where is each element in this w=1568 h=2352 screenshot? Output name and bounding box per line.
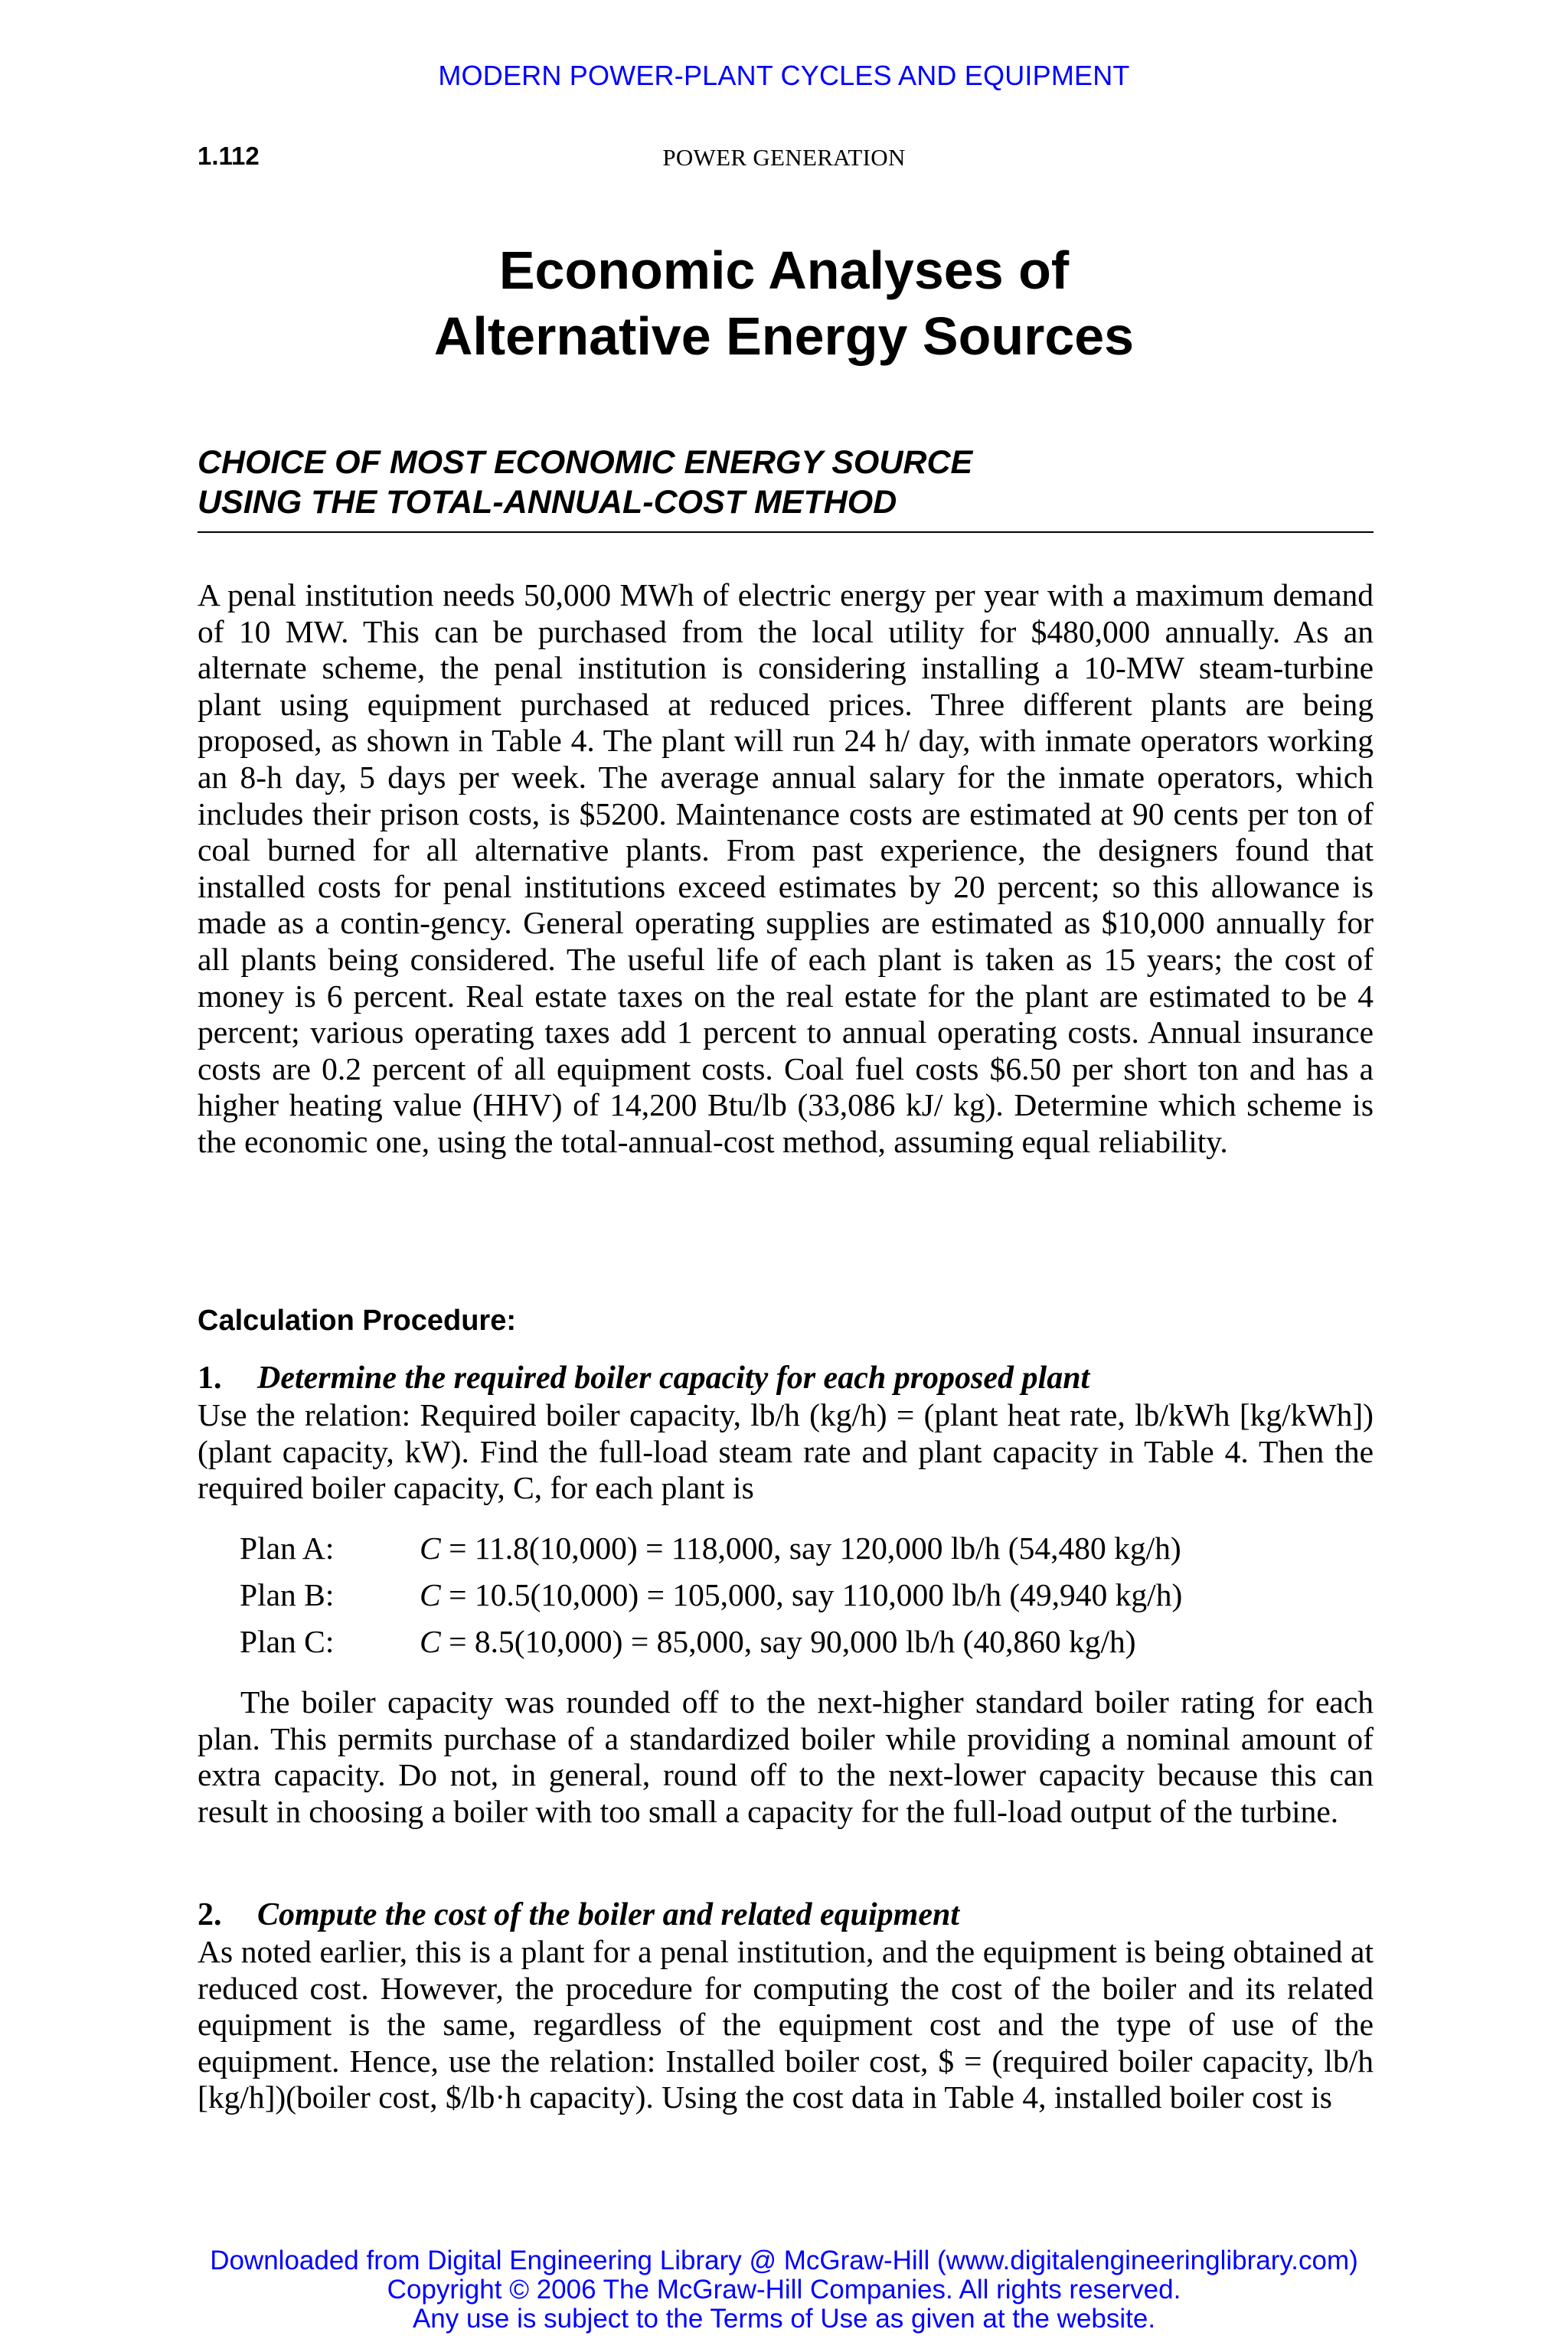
plan-c-label: Plan C:	[240, 1624, 335, 1659]
plan-c-expression: = 8.5(10,000) = 85,000, say 90,000 lb/h (40,860 kg/h)	[440, 1624, 1136, 1659]
running-head-book-title: MODERN POWER-PLANT CYCLES AND EQUIPMENT	[438, 60, 1130, 91]
chapter-title-line-2: Alternative Energy Sources	[433, 306, 1135, 366]
step-2-heading	[198, 1897, 1374, 1934]
problem-title	[198, 443, 1374, 522]
boiler-capacity-equations	[240, 1525, 1373, 1665]
plan-a-expression: = 11.8(10,000) = 118,000, say 120,000 lb/h (54,480 kg/h)	[440, 1530, 1181, 1566]
footer-copyright: Copyright © 2006 The McGraw-Hill Companies. All rights reserved.	[387, 2275, 1181, 2305]
step-1-followup-paragraph: The boiler capacity was rounded off to the next-higher standard boiler rating for each plan. This permits purchase of a standardized boiler while providing a nominal amount of extra capacity. Do not, in general, round off to the next-lower capacity because this can result in choosing a boiler with too small a capacity for the full-load output of the turbine.	[198, 1684, 1374, 1829]
footer-download-source-link[interactable]: Downloaded from Digital Engineering Library @ McGraw-Hill (www.digitalengineeringlibrary.com)	[210, 2246, 1358, 2275]
plan-b-expression: = 10.5(10,000) = 105,000, say 110,000 lb/h (49,940 kg/h)	[440, 1577, 1183, 1612]
plan-b-label: Plan B:	[240, 1577, 335, 1612]
step-1-body: Use the relation: Required boiler capacity, lb/h (kg/h) = (plant heat rate, lb/kWh [kg/kWh])(plant capacity, kW). Find the full-load steam rate and plant capacity in Table 4. Then the required boiler capacity, C, for each plant is	[198, 1397, 1374, 1506]
step-2-title: Compute the cost of the boiler and related equipment	[257, 1897, 959, 1932]
plan-b-equation	[240, 1572, 1373, 1619]
title-divider-rule	[198, 531, 1374, 533]
step-2-body: As noted earlier, this is a plant for a penal institution, and the equipment is being obtained at reduced cost. However, the procedure for computing the cost of the boiler and its related equipment is the same, regardless of the equipment cost and the type of use of the equipment. Hence, use the relation: Installed boiler cost, $ = (required boiler capacity, lb/h [kg/h])(boiler cost, $/lb·h capacity). Using the cost data in Table 4, installed boiler cost is	[198, 1934, 1374, 2115]
copyright-footer	[0, 2246, 1568, 2334]
plan-b-variable: C	[420, 1577, 441, 1612]
chapter-title-line-1: Economic Analyses of	[498, 240, 1070, 300]
plan-a-equation	[240, 1525, 1373, 1572]
step-1-heading	[198, 1361, 1374, 1397]
calculation-procedure-heading: Calculation Procedure:	[198, 1305, 516, 1337]
step-1-number: 1.	[198, 1361, 222, 1396]
problem-title-line-2: USING THE TOTAL-ANNUAL-COST METHOD	[198, 484, 897, 521]
footer-terms-of-use: Any use is subject to the Terms of Use as given at the website.	[412, 2304, 1156, 2334]
chapter-title	[0, 237, 1568, 369]
plan-a-variable: C	[420, 1530, 441, 1566]
step-1-title: Determine the required boiler capacity for each proposed plant	[257, 1361, 1090, 1396]
plan-c-variable: C	[420, 1624, 441, 1659]
problem-statement-paragraph: A penal institution needs 50,000 MWh of electric energy per year with a maximum demand of 10 MW. This can be purchased from the local utility for $480,000 annually. As an alternate scheme, the penal institution is considering installing a 10-MW steam-turbine plant using equipment purchased at reduced prices. Three different plants are being proposed, as shown in Table 4. The plant will run 24 h/ day, with inmate operators working an 8-h day, 5 days per week. The average annual salary for the inmate operators, which includes their prison costs, is $5200. Maintenance costs are estimated at 90 cents per ton of coal burned for all alternative plants. From past experience, the designers found that installed costs for penal institutions exceed estimates by 20 percent; so this allowance is made as a contin-gency. General operating supplies are estimated as $10,000 annually for all plants being considered. The useful life of each plant is taken as 15 years; the cost of money is 6 percent. Real estate taxes on the real estate for the plant are estimated to be 4 percent; various operating taxes add 1 percent to annual operating costs. Annual insurance costs are 0.2 percent of all equipment costs. Coal fuel costs $6.50 per short ton and has a higher heating value (HHV) of 14,200 Btu/lb (33,086 kJ/ kg). Determine which scheme is the economic one, using the total-annual-cost method, assuming equal reliability.	[198, 577, 1374, 1159]
step-2-number: 2.	[198, 1897, 222, 1932]
plan-c-equation	[240, 1619, 1373, 1665]
problem-title-line-1: CHOICE OF MOST ECONOMIC ENERGY SOURCE	[198, 444, 973, 481]
section-header: POWER GENERATION	[662, 144, 906, 171]
page-number: 1.112	[198, 142, 260, 170]
plan-a-label: Plan A:	[240, 1530, 335, 1566]
